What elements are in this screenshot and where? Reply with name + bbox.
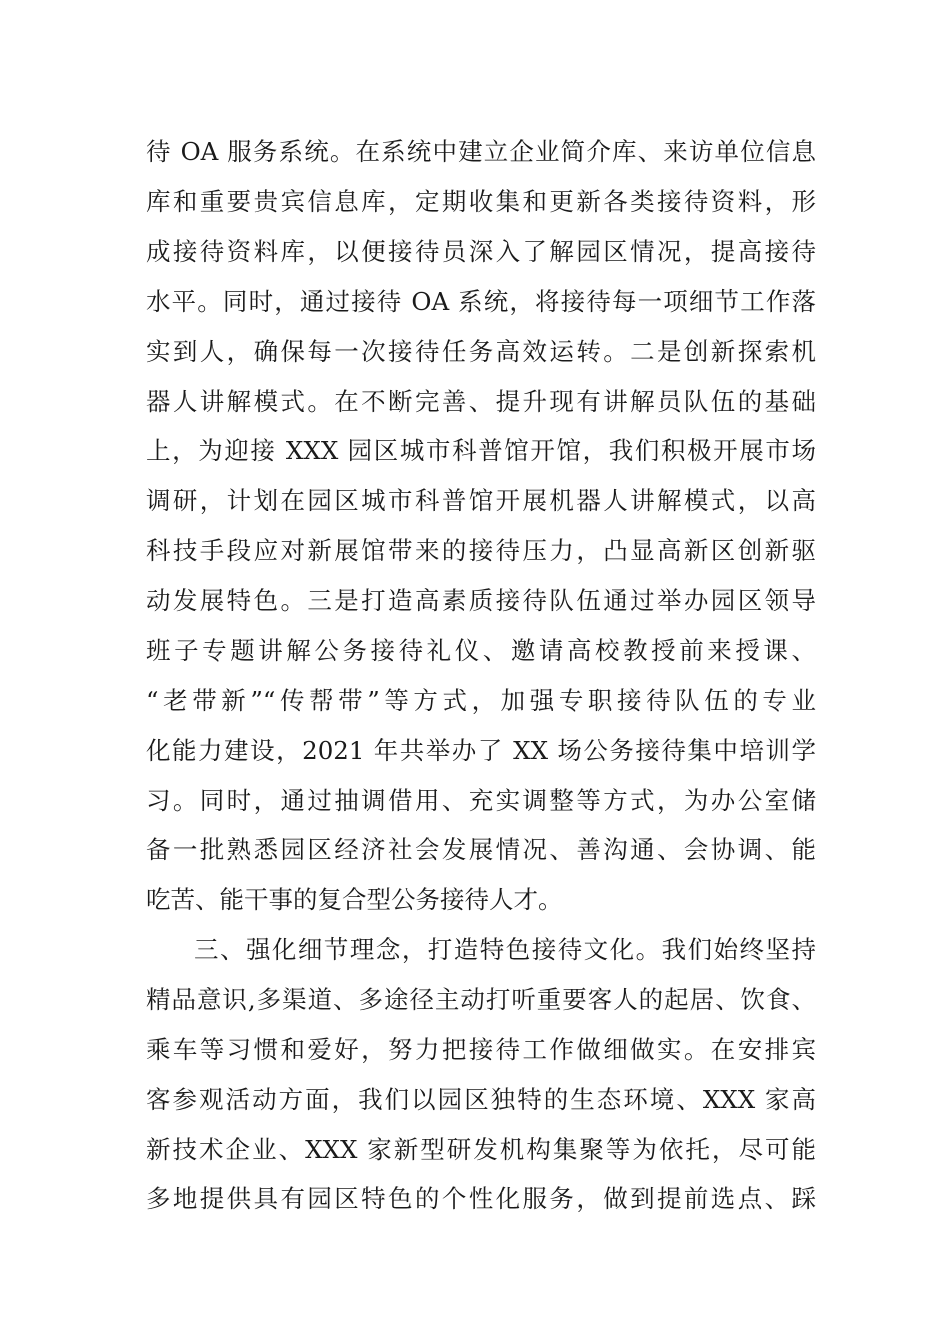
text-line: 客参观活动方面，我们以园区独特的生态环境、XXX 家高 [146, 1085, 816, 1114]
text-line: 新技术企业、XXX 家新型研发机构集聚等为依托，尽可能 [146, 1135, 816, 1164]
text-line: 器人讲解模式。在不断完善、提升现有讲解员队伍的基础 [146, 387, 816, 416]
text-line: 上，为迎接 XXX 园区城市科普馆开馆，我们积极开展市场 [146, 436, 816, 465]
text-line: 成接待资料库，以便接待员深入了解园区情况，提高接待 [146, 237, 816, 266]
text-line: 习。同时，通过抽调借用、充实调整等方式，为办公室储 [146, 786, 816, 815]
text-line: 吃苦、能干事的复合型公务接待人才。 [146, 885, 563, 914]
text-line: 乘车等习惯和爱好，努力把接待工作做细做实。在安排宾 [146, 1035, 816, 1064]
text-line: 调研，计划在园区城市科普馆开展机器人讲解模式，以高 [146, 486, 816, 515]
text-line: 备一批熟悉园区经济社会发展情况、善沟通、会协调、能 [146, 835, 816, 864]
text-line: 动发展特色。三是打造高素质接待队伍通过举办园区领导 [146, 586, 816, 615]
paragraph-start-line: 三、强化细节理念，打造特色接待文化。我们始终坚持 [194, 935, 816, 964]
text-line: 待 OA 服务系统。在系统中建立企业简介库、来访单位信息 [146, 137, 816, 166]
text-line: 精品意识,多渠道、多途径主动打听重要客人的起居、饮食、 [146, 985, 816, 1014]
text-line: 水平。同时，通过接待 OA 系统，将接待每一项细节工作落 [146, 287, 816, 316]
text-line: 科技手段应对新展馆带来的接待压力，凸显高新区创新驱 [146, 536, 816, 565]
text-line: 库和重要贵宾信息库，定期收集和更新各类接待资料，形 [146, 187, 816, 216]
text-line: “老带新”“传帮带”等方式，加强专职接待队伍的专业 [146, 686, 816, 715]
text-line: 多地提供具有园区特色的个性化服务，做到提前选点、踩 [146, 1184, 816, 1213]
text-line: 实到人，确保每一次接待任务高效运转。二是创新探索机 [146, 337, 816, 366]
text-line: 班子专题讲解公务接待礼仪、邀请高校教授前来授课、 [146, 636, 816, 665]
text-line: 化能力建设，2021 年共举办了 XX 场公务接待集中培训学 [146, 736, 816, 765]
